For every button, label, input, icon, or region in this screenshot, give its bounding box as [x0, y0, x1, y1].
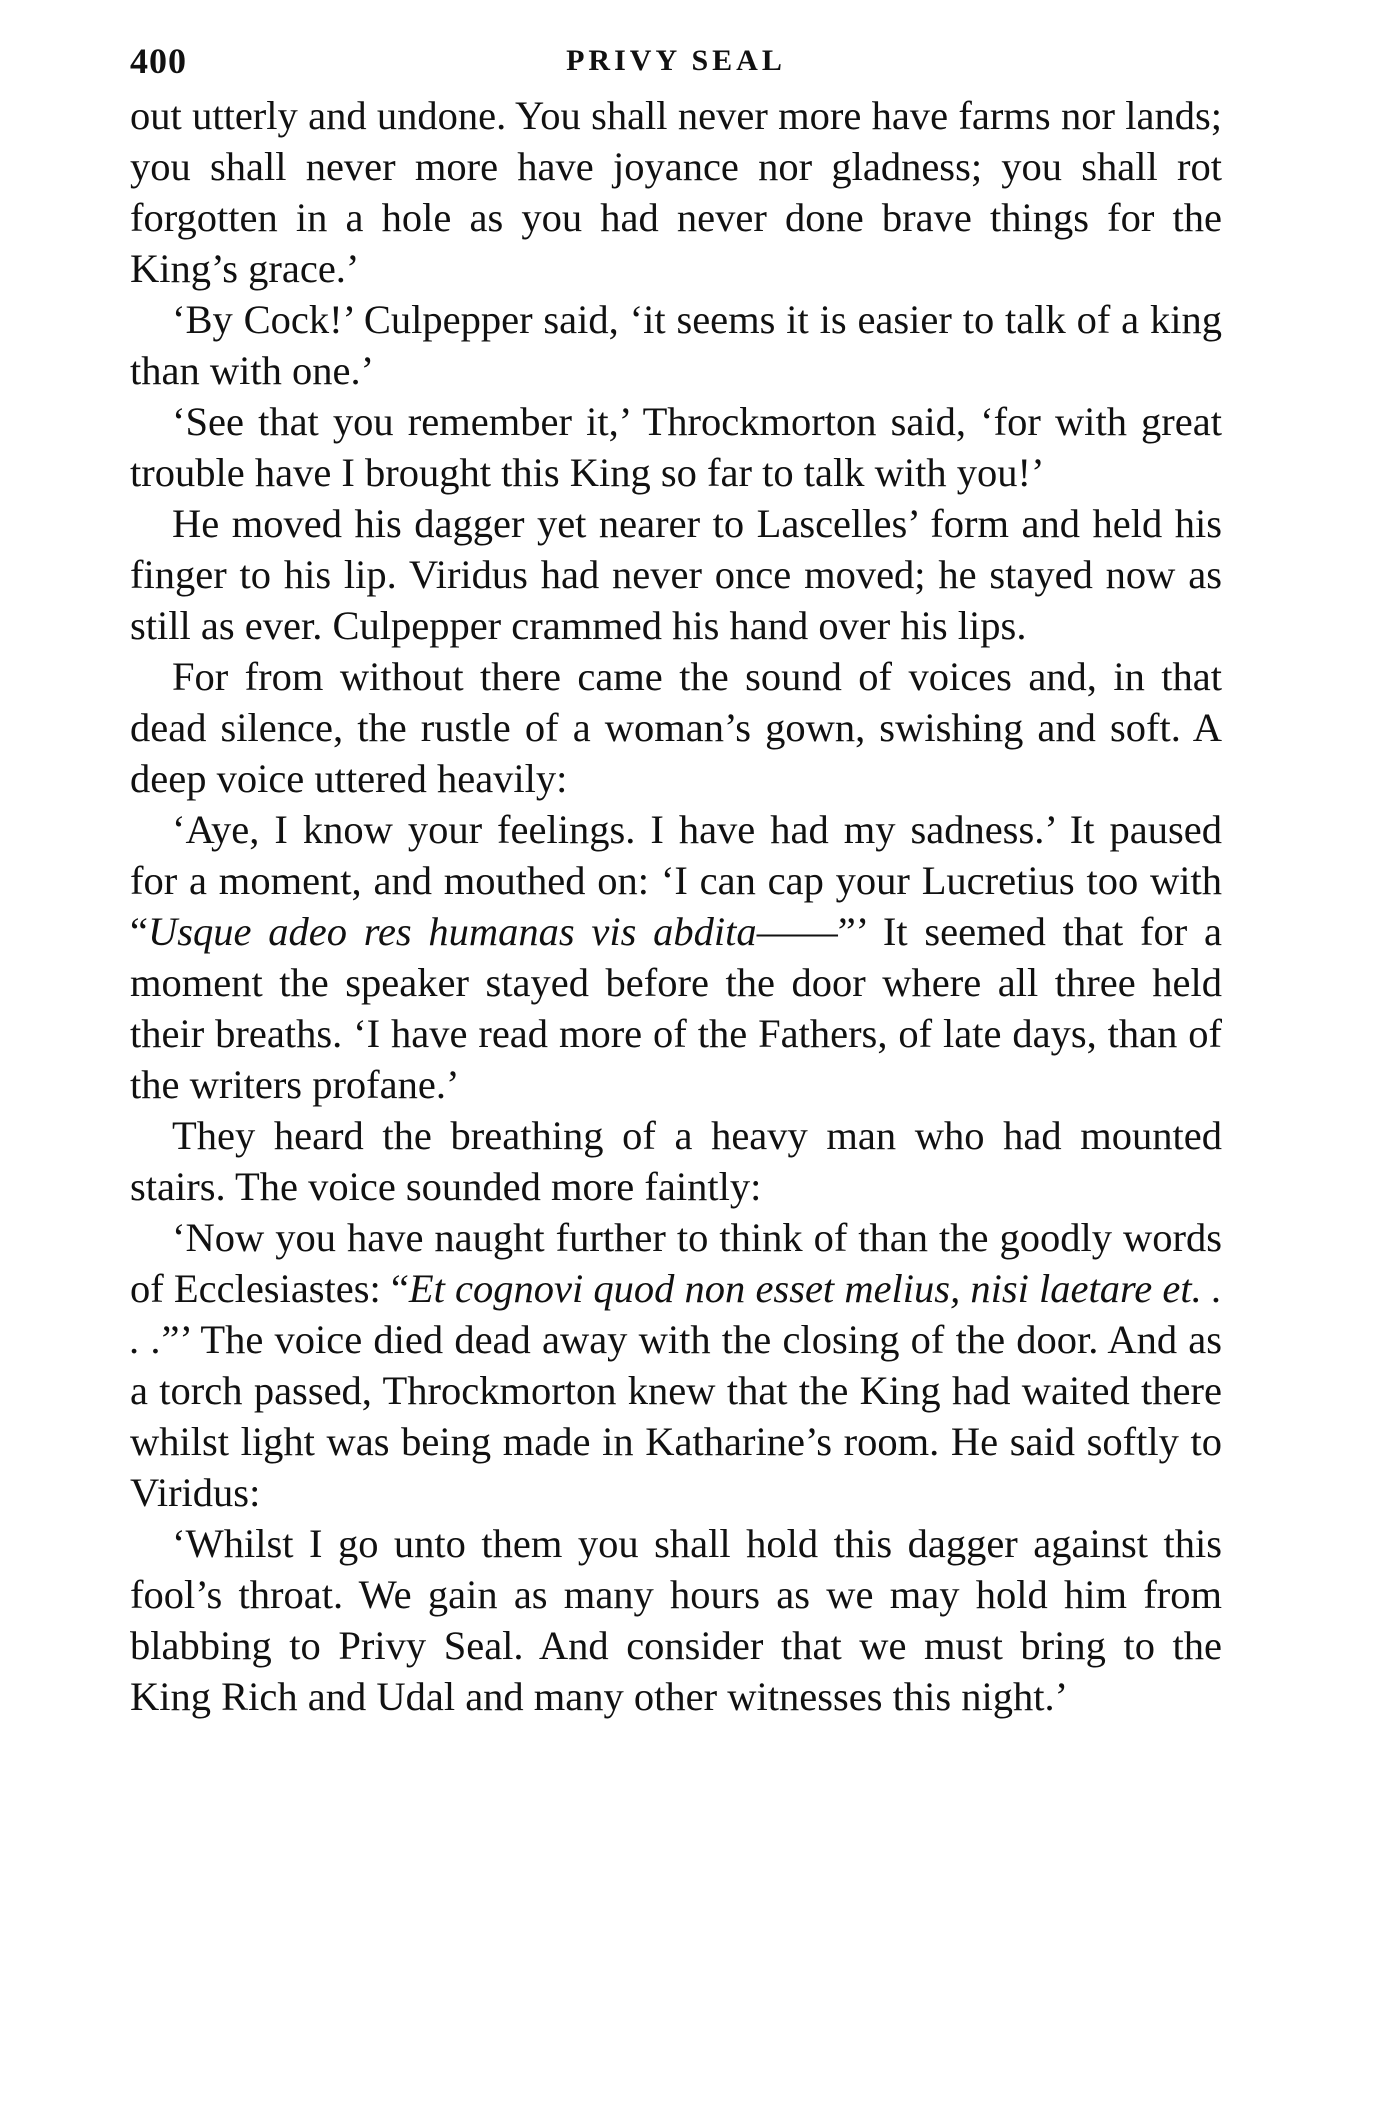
text-segment: ——”’ It seemed that for a moment the speaker stayed before the door where all three held their breaths. ‘I have read more of the Fathers, of late days, than of the writers profane.’: [130, 909, 1222, 1107]
text-segment: They heard the breathing of a heavy man who had mounted stairs. The voice sounded more faintly:: [130, 1113, 1222, 1209]
text-segment: He moved his dagger yet nearer to Lascelles’ form and held his finger to his lip. Viridus had never once moved; he stayed now as still as ever. Culpepper crammed his hand over his lips.: [130, 501, 1222, 648]
paragraph: [130, 1518, 1222, 1722]
page-header: [130, 34, 1222, 90]
paragraph: [130, 1212, 1222, 1518]
body-text: [130, 90, 1222, 1722]
text-segment: ‘Aye, I know your feelings. I have had my sadness.’ It paused for a moment, and mouthed on: ‘I can cap your Lucretius too with “: [130, 807, 1222, 954]
page-number: 400: [130, 41, 187, 81]
italic-latin-quotation: Et cognovi quod non esset melius, nisi laetare et. . . .: [130, 1266, 1222, 1362]
paragraph: [130, 498, 1222, 651]
text-segment: ‘Now you have naught further to think of than the goodly words of Ecclesiastes: “: [130, 1215, 1222, 1311]
running-title: PRIVY SEAL: [566, 44, 786, 77]
paragraph: [130, 294, 1222, 396]
text-segment: ‘By Cock!’ Culpepper said, ‘it seems it is easier to talk of a king than with one.’: [130, 297, 1222, 393]
text-segment: out utterly and undone. You shall never more have farms nor lands; you shall never more have joyance nor gladness; you shall rot forgotten in a hole as you had never done brave things for the King’s grace.’: [130, 93, 1222, 291]
paragraph: [130, 1110, 1222, 1212]
paragraph: [130, 651, 1222, 804]
italic-latin-quotation: Usque adeo res humanas vis abdita: [147, 909, 757, 954]
paragraph: [130, 396, 1222, 498]
text-segment: ”’ The voice died dead away with the closing of the door. And as a torch passed, Throckmorton knew that the King had waited there whilst light was being made in Katharine’s room. He said softly to Viridus:: [130, 1317, 1223, 1515]
text-segment: ‘Whilst I go unto them you shall hold this dagger against this fool’s throat. We gain as many hours as we may hold him from blabbing to Privy Seal. And consider that we must bring to the King Rich and Udal and many other witnesses this night.’: [130, 1521, 1222, 1719]
paragraph: [130, 804, 1222, 1110]
paragraph: [130, 90, 1222, 294]
text-segment: ‘See that you remember it,’ Throckmorton said, ‘for with great trouble have I brought this King so far to talk with you!’: [130, 399, 1222, 495]
book-page: [130, 34, 1222, 1722]
text-segment: For from without there came the sound of voices and, in that dead silence, the rustle of a woman’s gown, swishing and soft. A deep voice uttered heavily:: [130, 654, 1222, 801]
